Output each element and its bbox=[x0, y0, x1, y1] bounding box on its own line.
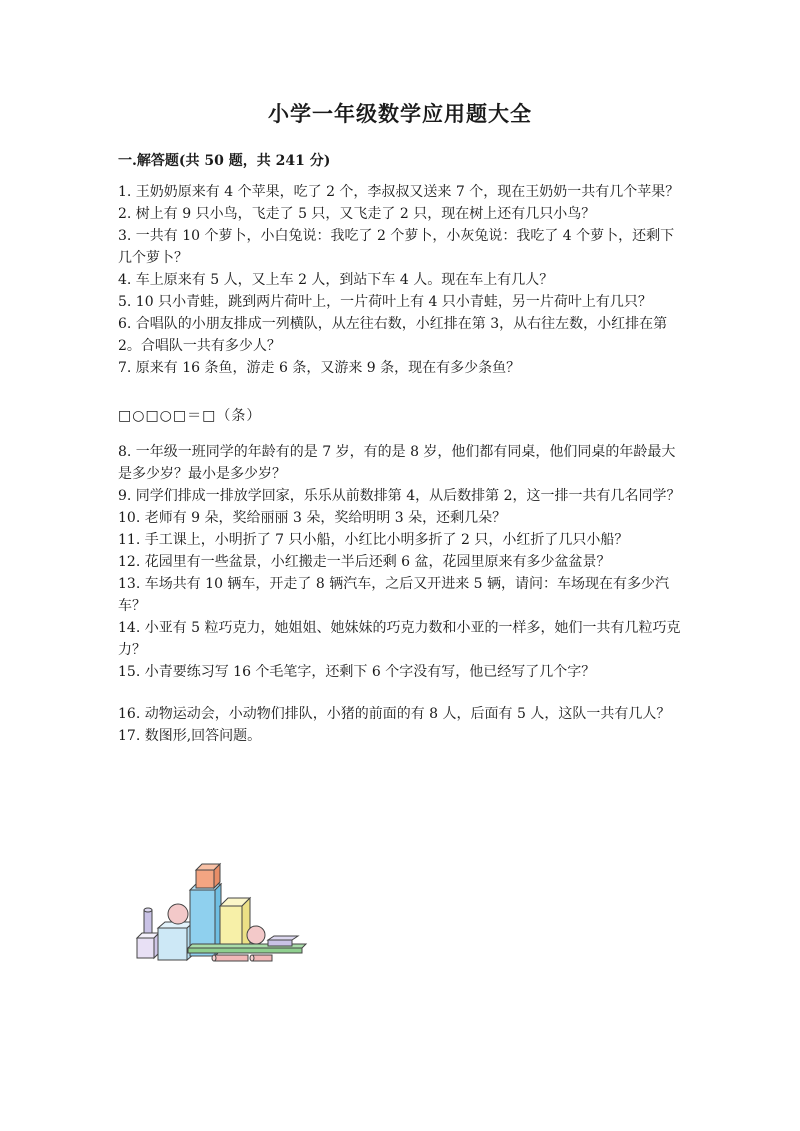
question-7: 7. 原来有 16 条鱼，游走 6 条，又游来 9 条，现在有多少条鱼？ bbox=[118, 360, 521, 376]
question-15: 15. 小青要练习写 16 个毛笔字，还剩下 6 个字没有写，他已经写了几个字？ bbox=[118, 664, 596, 680]
question-14: 14. 小亚有 5 粒巧克力，她姐姐、她妹妹的巧克力数和小亚的一样多，她们一共有几粒巧克力？ bbox=[118, 620, 681, 658]
answer-formula: □○□○□＝□（条） bbox=[118, 408, 262, 424]
question-6: 6. 合唱队的小朋友排成一列横队，从左往右数，小红排在第 3，从右往左数，小红排在第 2。合唱队一共有多少人？ bbox=[118, 316, 668, 354]
top-cube-shape bbox=[196, 864, 220, 888]
question-13: 13. 车场共有 10 辆车，开走了 8 辆汽车，之后又开进来 5 辆，请问：车场现在有多少汽车？ bbox=[118, 576, 670, 614]
question-5: 5. 10 只小青蛙，跳到两片荷叶上，一片荷叶上有 4 只小青蛙，另一片荷叶上有几只？ bbox=[118, 294, 652, 310]
question-11: 11. 手工课上，小明折了 7 只小船，小红比小明多折了 2 只，小红折了几只小船？ bbox=[118, 532, 629, 548]
pink-sphere-shape bbox=[247, 926, 265, 944]
question-list bbox=[118, 181, 688, 747]
geometric-shapes-figure bbox=[132, 860, 312, 970]
question-2: 2. 树上有 9 只小鸟，飞走了 5 只，又飞走了 2 只，现在树上还有几只小鸟？ bbox=[118, 206, 596, 222]
question-17: 17. 数图形,回答问题。 bbox=[118, 728, 262, 744]
question-10: 10. 老师有 9 朵，奖给丽丽 3 朵，奖给明明 3 朵，还剩几朵？ bbox=[118, 510, 507, 526]
question-16: 16. 动物运动会，小动物们排队，小猪的前面的有 8 人，后面有 5 人，这队一共有几人？ bbox=[118, 706, 671, 722]
section-header: 一.解答题(共 50 题，共 241 分) bbox=[118, 153, 331, 169]
sphere-shape bbox=[168, 904, 188, 924]
small-cube-shape bbox=[137, 933, 159, 958]
light-cuboid-shape bbox=[158, 922, 194, 960]
question-9: 9. 同学们排成一排放学回家，乐乐从前数排第 4，从后数排第 2，这一排一共有几名同学？ bbox=[118, 488, 681, 504]
question-8: 8. 一年级一班同学的年龄有的是 7 岁，有的是 8 岁，他们都有同桌，他们同桌的年龄最大是多少岁？最小是多少岁？ bbox=[118, 444, 676, 482]
lying-cylinder-shape bbox=[212, 955, 272, 961]
question-4: 4. 车上原来有 5 人，又上车 2 人，到站下车 4 人。现在车上有几人？ bbox=[118, 272, 554, 288]
question-3: 3. 一共有 10 个萝卜，小白兔说：我吃了 2 个萝卜，小灰兔说：我吃了 4 个萝卜，还剩下几个萝卜？ bbox=[118, 228, 675, 266]
page-title: 小学一年级数学应用题大全 bbox=[268, 101, 532, 126]
question-1: 1. 王奶奶原来有 4 个苹果，吃了 2 个，李叔叔又送来 7 个，现在王奶奶一共有几个苹果？ bbox=[118, 184, 680, 200]
question-12: 12. 花园里有一些盆景，小红搬走一半后还剩 6 盆，花园里原来有多少盆盆景？ bbox=[118, 554, 611, 570]
